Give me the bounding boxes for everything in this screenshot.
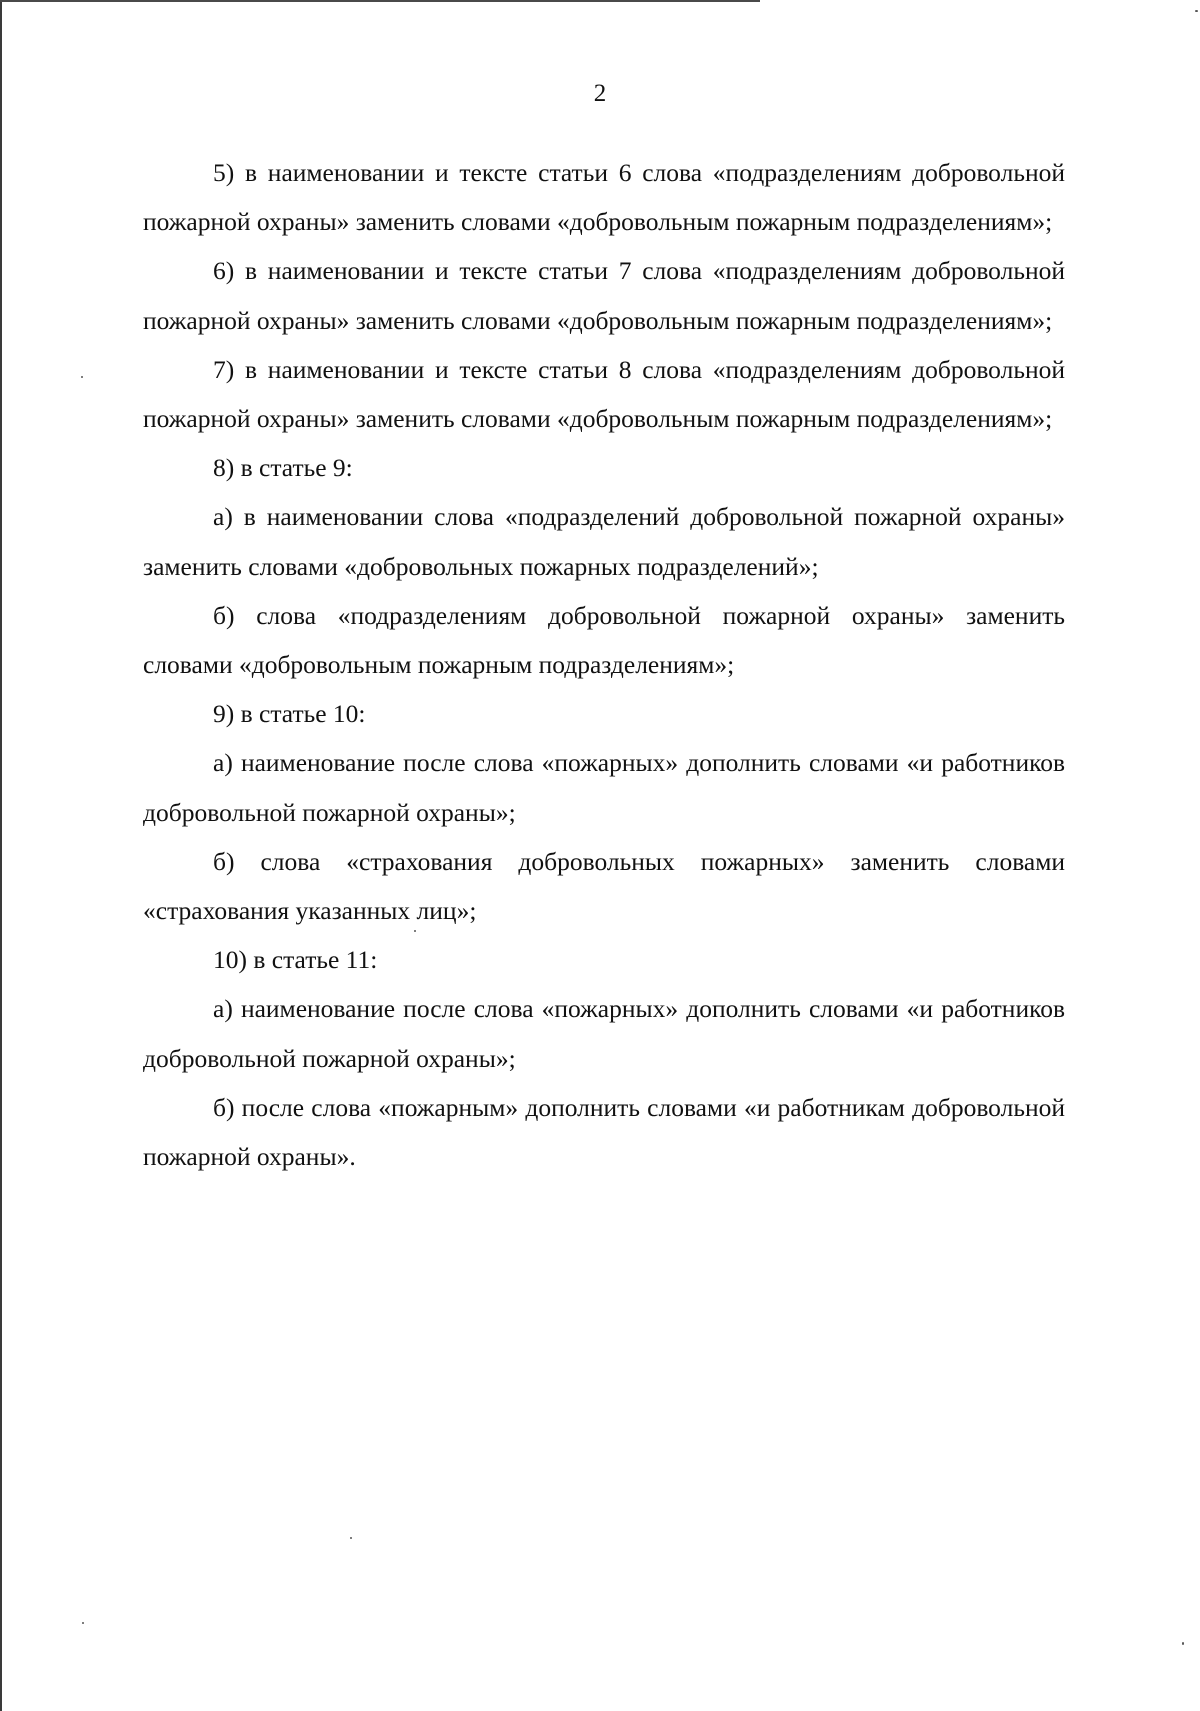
amendment-paragraph: 10) в статье 11: bbox=[213, 945, 378, 975]
amendment-subparagraph: а) в наименовании слова «подразделений добровольной пожарной охраны» заменить словами «добровольных пожарных подразделений»; bbox=[143, 502, 1065, 581]
document-body bbox=[143, 148, 1065, 1181]
amendment-paragraph: 8) в статье 9: bbox=[213, 453, 353, 483]
scan-speck bbox=[82, 1622, 84, 1624]
amendment-paragraph: 5) в наименовании и тексте статьи 6 слова «подразделениям добровольной пожарной охраны» заменить словами «добровольным пожарным подразделениям»; bbox=[143, 158, 1065, 237]
scan-speck bbox=[1195, 10, 1198, 12]
amendment-paragraph: 6) в наименовании и тексте статьи 7 слова «подразделениям добровольной пожарной охраны» заменить словами «добровольным пожарным подразделениям»; bbox=[143, 256, 1065, 335]
amendment-subparagraph: б) после слова «пожарным» дополнить словами «и работникам добровольной пожарной охраны». bbox=[143, 1092, 1065, 1172]
amendment-paragraph: 7) в наименовании и тексте статьи 8 слова «подразделениям добровольной пожарной охраны» заменить словами «добровольным пожарным подразделениям»; bbox=[143, 354, 1065, 434]
scan-edge-top bbox=[0, 0, 760, 2]
amendment-subparagraph: а) наименование после слова «пожарных» дополнить словами «и работников добровольной пожарной охраны»; bbox=[143, 748, 1065, 827]
scan-edge-left bbox=[0, 0, 2, 1711]
scan-speck bbox=[350, 1537, 352, 1539]
page-number: 2 bbox=[593, 80, 607, 107]
amendment-subparagraph: а) наименование после слова «пожарных» дополнить словами «и работников добровольной пожарной охраны»; bbox=[143, 994, 1065, 1073]
amendment-paragraph: 9) в статье 10: bbox=[213, 699, 366, 729]
scan-speck bbox=[1182, 1642, 1184, 1645]
scan-speck bbox=[81, 376, 83, 378]
amendment-subparagraph: б) слова «страхования добровольных пожарных» заменить словами «страхования указанных лиц»; bbox=[143, 846, 1065, 926]
amendment-subparagraph: б) слова «подразделениям добровольной пожарной охраны» заменить словами «добровольным пожарным подразделениям»; bbox=[143, 600, 1065, 680]
